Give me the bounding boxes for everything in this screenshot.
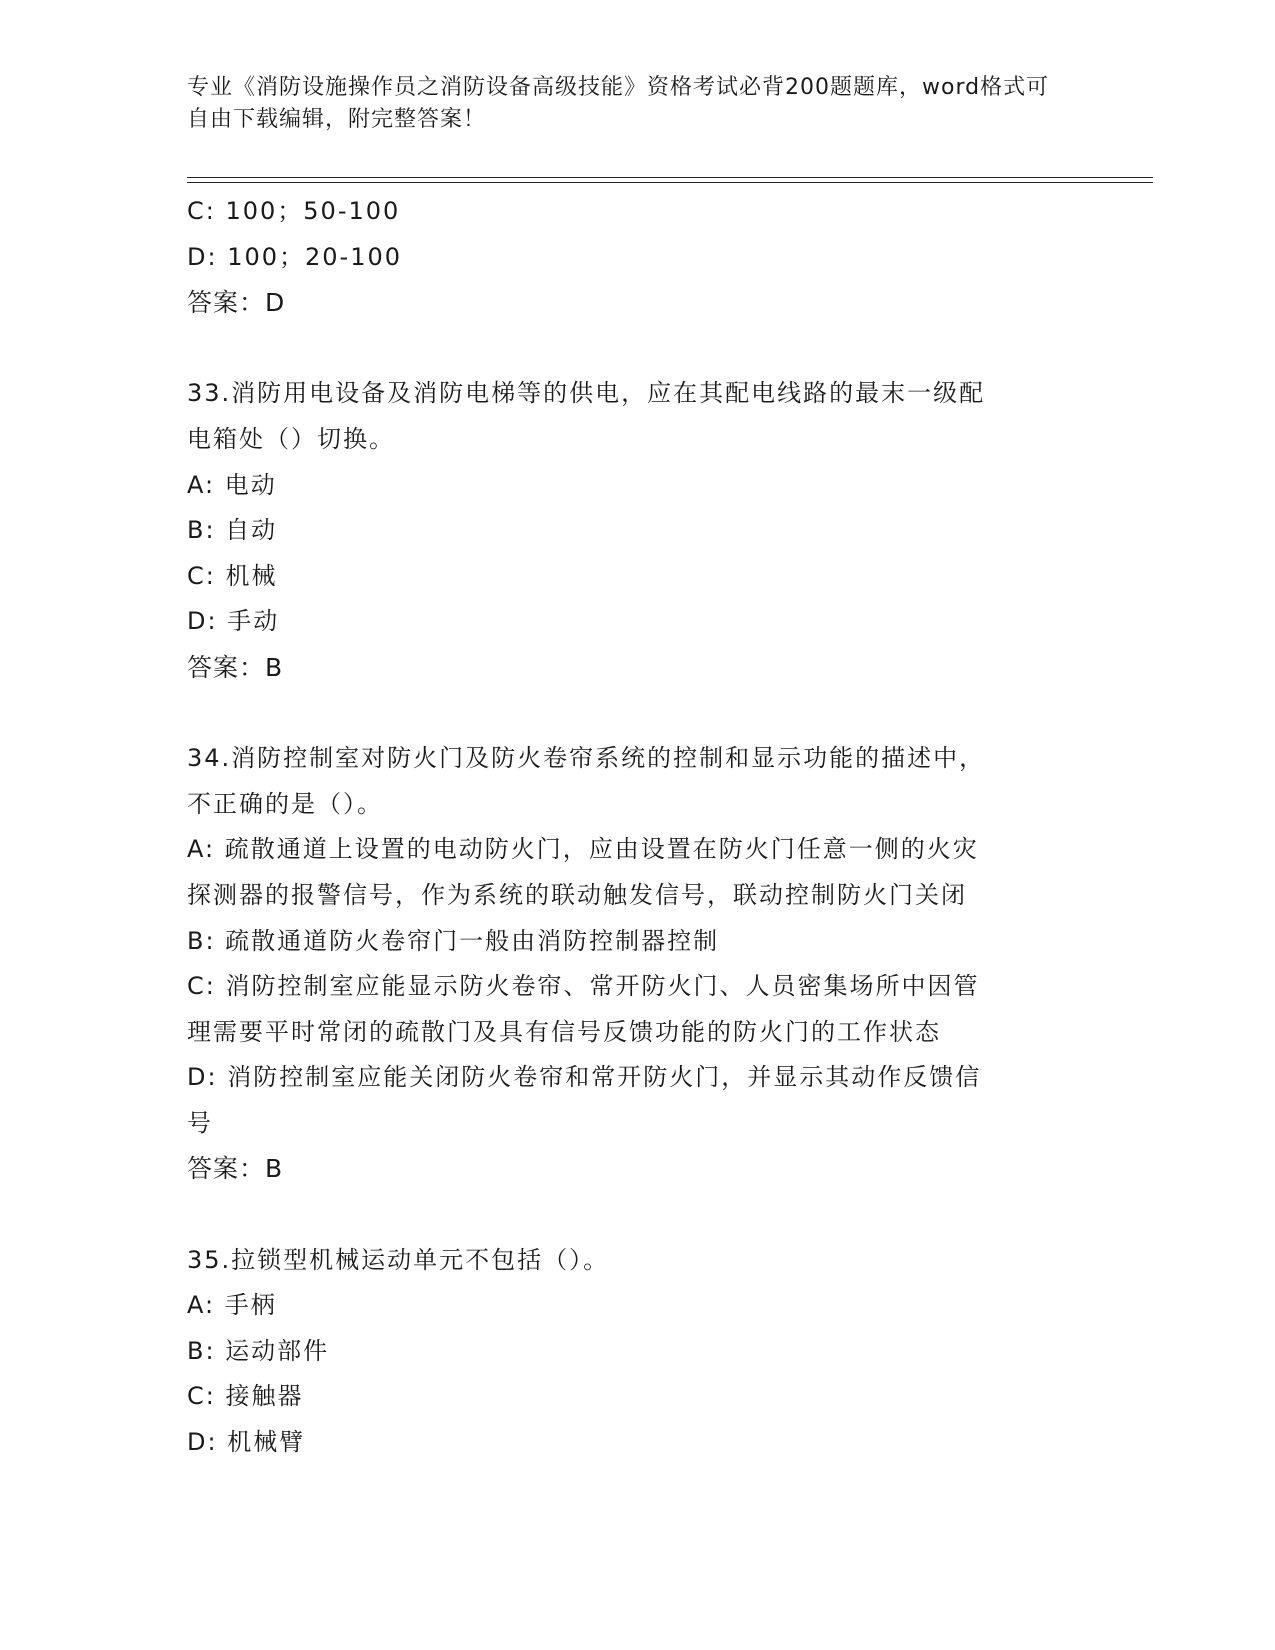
q33-option-a: A: 电动: [187, 470, 277, 499]
q34-option-d-line2: 号: [187, 1108, 213, 1137]
q35-option-b: B: 运动部件: [187, 1336, 330, 1365]
q32-option-d: D: 100；20-100: [187, 242, 403, 271]
q33-stem-line2: 电箱处（）切换。: [187, 424, 395, 453]
q32-answer: 答案：D: [187, 288, 286, 318]
header-text: 专业《消防设施操作员之消防设备高级技能》资格考试必背200题题库，word格式可自由下载编辑，附完整答案！: [187, 75, 1050, 132]
spacer: [187, 691, 1077, 737]
spacer: [187, 1192, 1077, 1238]
q34-option-c-line1: C: 消防控制室应能显示防火卷帘、常开防火门、人员密集场所中因管: [187, 972, 980, 1001]
question-list: [187, 189, 1077, 1466]
q34-stem-line2: 不正确的是（）。: [187, 789, 383, 818]
q35-stem: 35.拉锁型机械运动单元不包括（）。: [187, 1245, 610, 1274]
q34-option-c-line2: 理需要平时常闭的疏散门及具有信号反馈功能的防火门的工作状态: [187, 1017, 941, 1046]
document-header: [187, 72, 1067, 136]
q33-option-b: B: 自动: [187, 516, 278, 545]
q34-option-b: B: 疏散通道防火卷帘门一般由消防控制器控制: [187, 926, 720, 955]
q35-option-d: D: 机械臂: [187, 1428, 306, 1457]
spacer: [187, 326, 1077, 372]
q34-stem-line1: 34.消防控制室对防火门及防火卷帘系统的控制和显示功能的描述中，: [187, 744, 986, 773]
q34-option-a-line2: 探测器的报警信号，作为系统的联动触发信号，联动控制防火门关闭: [187, 880, 967, 909]
q33-option-d: D: 手动: [187, 607, 280, 636]
q34-option-a-line1: A: 疏散通道上设置的电动防火门，应由设置在防火门任意一侧的火灾: [187, 835, 979, 864]
q34-option-d-line1: D: 消防控制室应能关闭防火卷帘和常开防火门，并显示其动作反馈信: [187, 1063, 982, 1092]
q33-answer: 答案：B: [187, 652, 284, 682]
q33-option-c: C: 机械: [187, 561, 278, 590]
header-divider-bottom: [187, 182, 1153, 183]
q33-stem-line1: 33.消防用电设备及消防电梯等的供电，应在其配电线路的最末一级配: [187, 379, 986, 408]
q32-option-c: C: 100；50-100: [187, 197, 401, 225]
q34-answer: 答案：B: [187, 1154, 284, 1184]
header-divider-top: [187, 177, 1153, 178]
q35-option-a: A: 手柄: [187, 1291, 277, 1320]
q35-option-c: C: 接触器: [187, 1382, 304, 1411]
